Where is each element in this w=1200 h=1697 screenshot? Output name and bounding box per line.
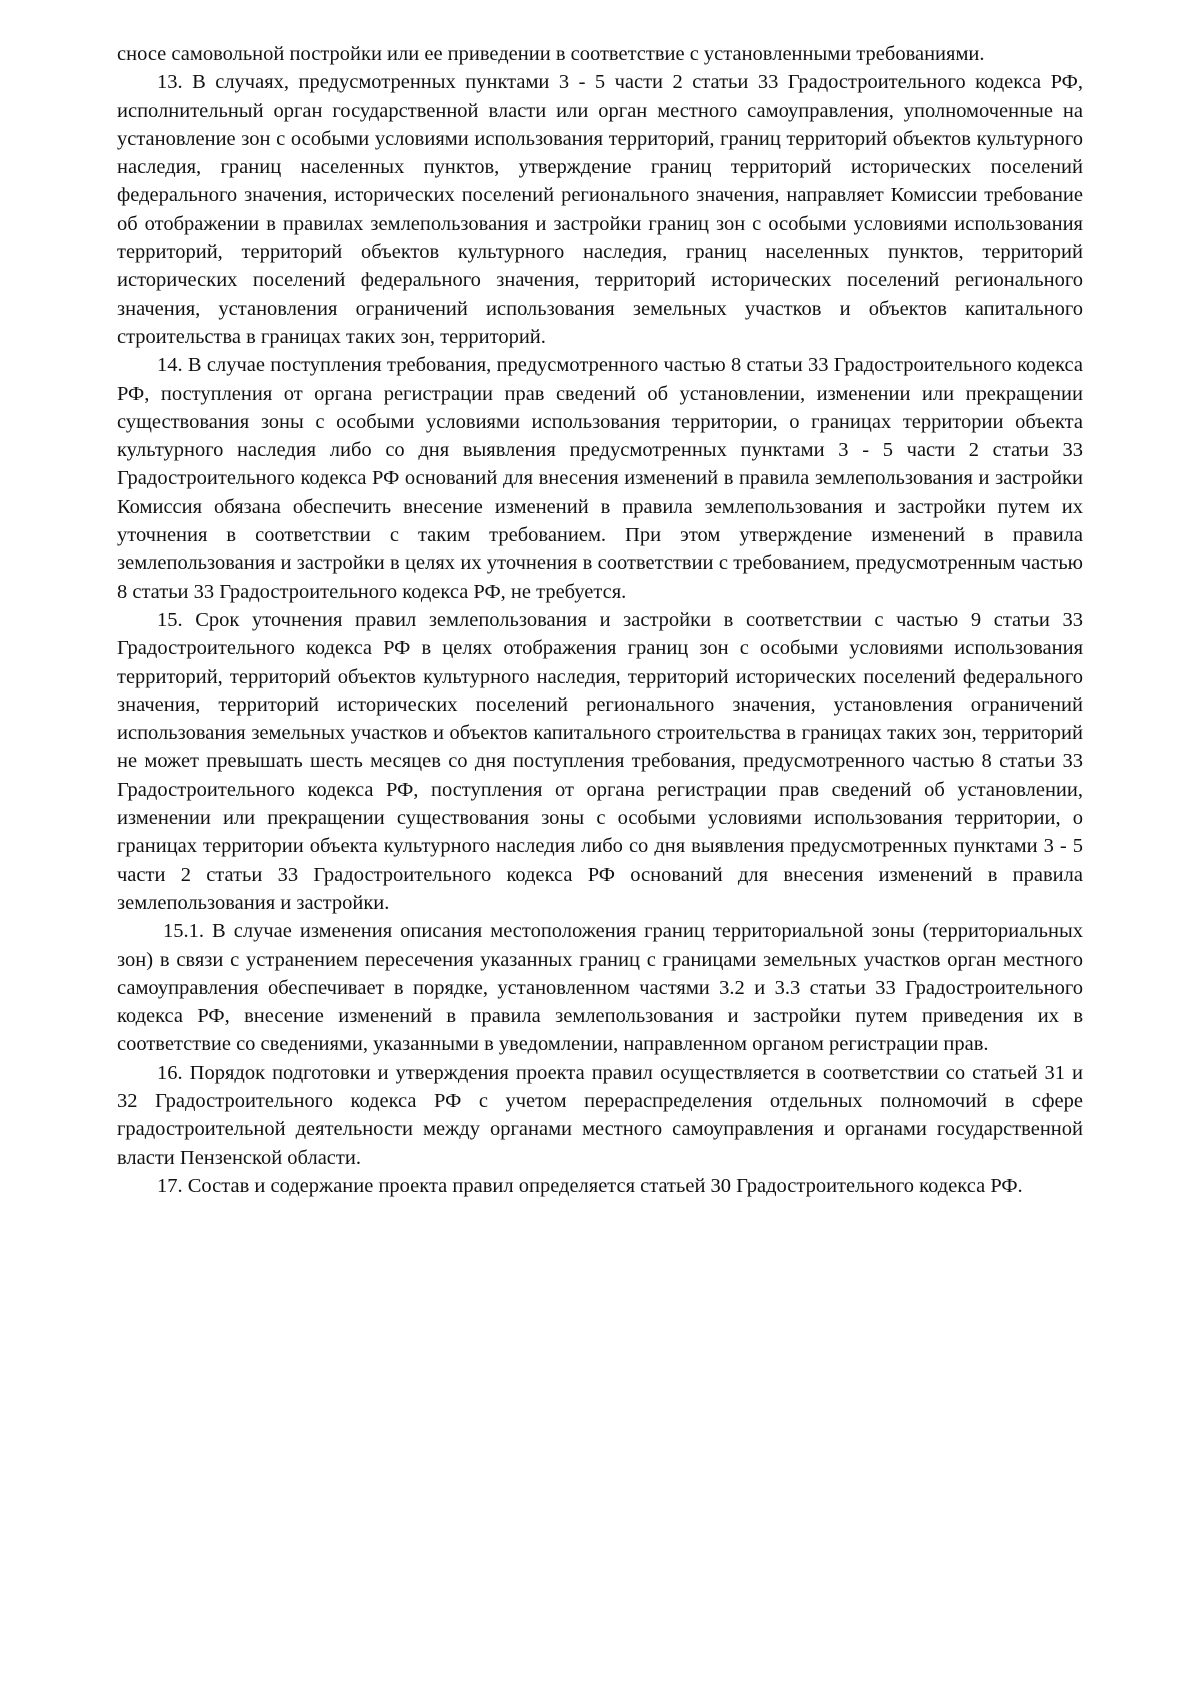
paragraph-13: 13. В случаях, предусмотренных пунктами 3 - 5 части 2 статьи 33 Градостроительного кодекса РФ, исполнительный орган государственной власти или орган местного самоуправления, уполномоченные на установление зон с особыми условиями использования территорий, границ территорий объектов культурного наследия, границ населенных пунктов, утверждение границ территорий исторических поселений федерального значения, исторических поселений регионального значения, направляет Комиссии требование об отображении в правилах землепользования и застройки границ зон с особыми условиями использования территорий, территорий объектов культурного наследия, границ населенных пунктов, территорий исторических поселений федерального значения, территорий исторических поселений регионального значения, установления ограничений использования земельных участков и объектов капитального строительства в границах таких зон, территорий.: [117, 71, 1083, 348]
paragraph-16: 16. Порядок подготовки и утверждения проекта правил осуществляется в соответствии со статьей 31 и 32 Градостроительного кодекса РФ с учетом перераспределения отдельных полномочий в сфере градостроительной деятельности между органами местного самоуправления и органами государственной власти Пензенской области.: [117, 1061, 1083, 1169]
paragraph-15-1: 15.1. В случае изменения описания местоположения границ территориальной зоны (территориальных зон) в связи с устранением пересечения указанных границ с границами земельных участков орган местного самоуправления обеспечивает в порядке, установленном частями 3.2 и 3.3 статьи 33 Градостроительного кодекса РФ, внесение изменений в правила землепользования и застройки путем приведения их в соответствие со сведениями, указанными в уведомлении, направленном органом регистрации прав.: [117, 920, 1083, 1056]
paragraph-17: 17. Состав и содержание проекта правил определяется статьей 30 Градостроительного кодекса РФ.: [157, 1174, 1023, 1197]
paragraph-15: 15. Срок уточнения правил землепользования и застройки в соответствии с частью 9 статьи 33 Градостроительного кодекса РФ в целях отображения границ зон с особыми условиями использования территорий, территорий объектов культурного наследия, территорий исторических поселений федерального значения, территорий исторических поселений регионального значения, установления ограничений использования земельных участков и объектов капитального строительства в границах таких зон, территорий не может превышать шесть месяцев со дня поступления требования, предусмотренного частью 8 статьи 33 Градостроительного кодекса РФ, поступления от органа регистрации прав сведений об установлении, изменении или прекращении существования зоны с особыми условиями использования территории, о границах территории объекта культурного наследия либо со дня выявления предусмотренных пунктами 3 - 5 части 2 статьи 33 Градостроительного кодекса РФ оснований для внесения изменений в правила землепользования и застройки.: [117, 608, 1083, 914]
document-page: [117, 40, 1083, 1200]
paragraph-continuation: сносе самовольной постройки или ее приведении в соответствие с установленными требованиями.: [117, 43, 985, 65]
paragraph-14: 14. В случае поступления требования, предусмотренного частью 8 статьи 33 Градостроительного кодекса РФ, поступления от органа регистрации прав сведений об установлении, изменении или прекращении существования зоны с особыми условиями использования территории, о границах территории объекта культурного наследия либо со дня выявления предусмотренных пунктами 3 - 5 части 2 статьи 33 Градостроительного кодекса РФ оснований для внесения изменений в правила землепользования и застройки Комиссия обязана обеспечить внесение изменений в правила землепользования и застройки путем их уточнения в соответствии с таким требованием. При этом утверждение изменений в правила землепользования и застройки в целях их уточнения в соответствии с требованием, предусмотренным частью 8 статьи 33 Градостроительного кодекса РФ, не требуется.: [117, 354, 1083, 603]
